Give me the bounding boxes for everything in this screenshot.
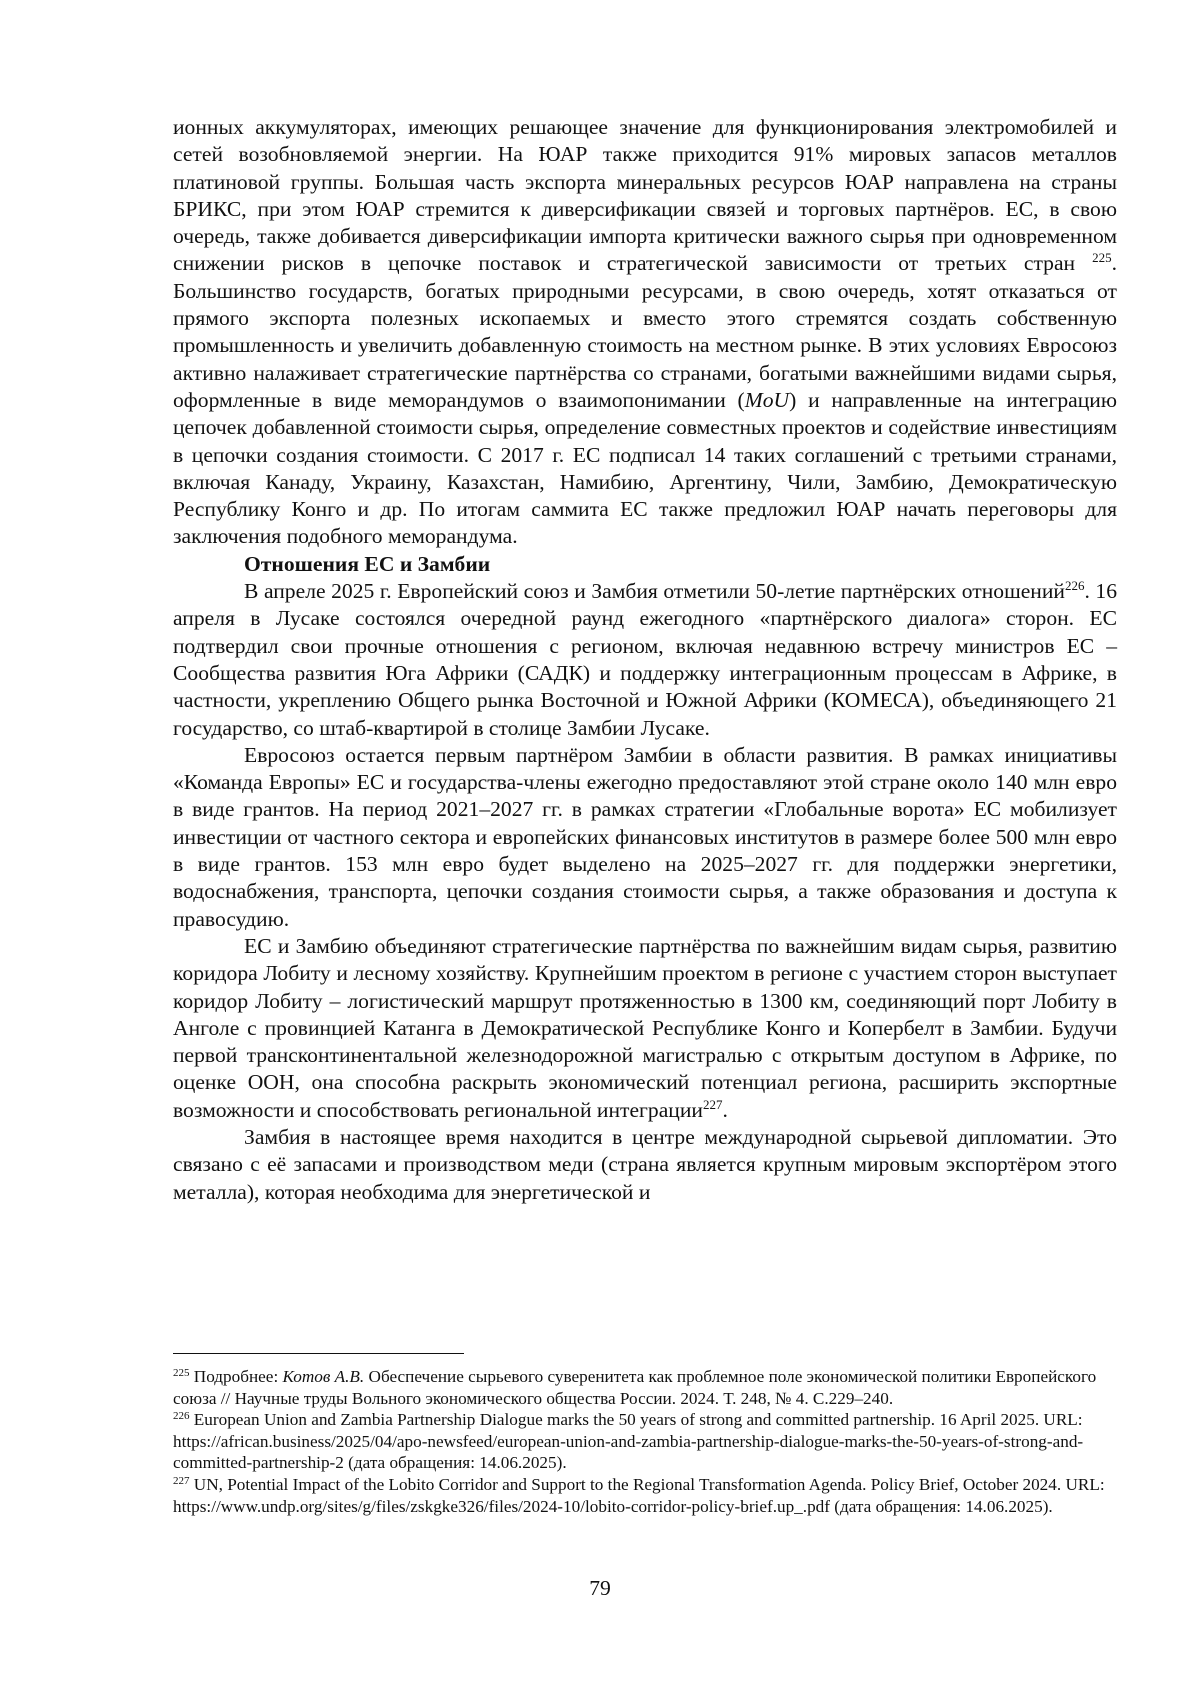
footnote-ref-227: 227 bbox=[702, 1096, 723, 1112]
footnote-225: $^{225}$ Подробнее: Котов А.В. Обеспечение сырьевого суверенитета как проблемное поле экономической политики Европейского союза // Научные труды Вольного экономического общества России. 2024. Т. 248, № 4. С.229–240. bbox=[173, 1367, 1097, 1408]
section-heading: Отношения ЕС и Замбии bbox=[244, 551, 491, 576]
footnote-separator bbox=[173, 1353, 464, 1354]
paragraph-3: Евросоюз остается первым партнёром Замбии в области развития. В рамках инициативы «Команда Европы» ЕС и государства-члены ежегодно предоставляют этой стране около 140 млн евро в виде грантов. На период 2021–2027 гг. в рамках стратегии «Глобальные ворота» ЕС мобилизует инвестиции от частного сектора и европейских финансовых институтов в размере более 500 млн евро в виде грантов. 153 млн евро будет выделено на 2025–2027 гг. для поддержки энергетики, водоснабжения, транспорта, цепочки создания стоимости сырья, а также образования и доступа к правосудию. bbox=[173, 742, 1117, 931]
paragraph-2: В апреле 2025 г. Европейский союз и Замбия отметили 50-летие партнёрских отношений$^{226}$. 16 апреля в Лусаке состоялся очередной раунд ежегодного «партнёрского диалога» сторон. ЕС подтвердил свои прочные отношения с регионом, включая недавнюю встречу министров ЕС – Сообщества развития Юга Африки (САДК) и поддержку интеграционным процессам в Африке, в частности, укреплению Общего рынка Восточной и Южной Африки (КОМЕСА), объединяющего 21 государство, со штаб-квартирой в столице Замбии Лусаке. bbox=[173, 578, 1117, 740]
mou-abbreviation: MoU bbox=[744, 387, 790, 412]
paragraph-4: ЕС и Замбию объединяют стратегические партнёрства по важнейшим видам сырья, развитию коридора Лобиту и лесному хозяйству. Крупнейшим проектом в регионе с участием сторон выступает коридор Лобиту – логистический маршрут протяженностью в 1300 км, соединяющий порт Лобиту в Анголе с провинцией Катанга в Демократической Республике Конго и Копербелт в Замбии. Будучи первой трансконтинентальной железнодорожной магистралью с открытым доступом в Африке, по оценке ООН, она способна раскрыть экономический потенциал региона, расширить экспортные возможности и способствовать региональной интеграции$^{227}$. bbox=[173, 933, 1117, 1122]
page-number: 79 bbox=[589, 1576, 611, 1600]
paragraph-5: Замбия в настоящее время находится в центре международной сырьевой дипломатии. Это связано с её запасами и производством меди (страна является крупным мировым экспортёром этого металла), которая необходима для энергетической и bbox=[173, 1124, 1117, 1204]
footnote-ref-225: 225 bbox=[1092, 250, 1112, 266]
footnotes bbox=[173, 1366, 1117, 1517]
footnote-226: $^{226}$ European Union and Zambia Partnership Dialogue marks the 50 years of strong and committed partnership. 16 April 2025. URL: https://african.business/2025/04/apo-newsfeed/european-union-and-zambia-partnership-dialogue-marks-the-50-years-of-strong-and-committed-partnership-2 (дата обращения: 14.06.2025). bbox=[173, 1410, 1084, 1473]
footnote-ref-226: 226 bbox=[1064, 578, 1085, 594]
main-text bbox=[173, 114, 1117, 1206]
footnote-author: Котов А.В. bbox=[282, 1367, 365, 1386]
paragraph-1: ионных аккумуляторах, имеющих решающее значение для функционирования электромобилей и сетей возобновляемой энергии. На ЮАР также приходится 91% мировых запасов металлов платиновой группы. Большая часть экспорта минеральных ресурсов ЮАР направлена на страны БРИКС, при этом ЮАР стремится к диверсификации связей и торговых партнёров. ЕС, в свою очередь, также добивается диверсификации импорта критически важного сырья при одновременном снижении рисков в цепочке поставок и стратегической зависимости от третьих стран $^{225}$. Большинство государств, богатых природными ресурсами, в свою очередь, хотят отказаться от прямого экспорта полезных ископаемых и вместо этого стремятся создать собственную промышленность и увеличить добавленную стоимость на местном рынке. В этих условиях Евросоюз активно налаживает стратегические партнёрства со странами, богатыми важнейшими видами сырья, оформленные в виде меморандумов о взаимопонимании (MoU) и направленные на интеграцию цепочек добавленной стоимости сырья, определение совместных проектов и содействие инвестициям в цепочки создания стоимости. С 2017 г. ЕС подписал 14 таких соглашений с третьими странами, включая Канаду, Украину, Казахстан, Намибию, Аргентину, Чили, Замбию, Демократическую Республику Конго и др. По итогам саммита ЕС также предложил ЮАР начать переговоры для заключения подобного меморандума. bbox=[173, 115, 1118, 549]
footnote-227: $^{227}$ UN, Potential Impact of the Lobito Corridor and Support to the Regional Transformation Agenda. Policy Brief, October 2024. URL: https://www.undp.org/sites/g/files/zskgke326/files/2024-10/lobito-corridor-policy-brief.up_.pdf (дата обращения: 14.06.2025). bbox=[173, 1474, 1105, 1516]
